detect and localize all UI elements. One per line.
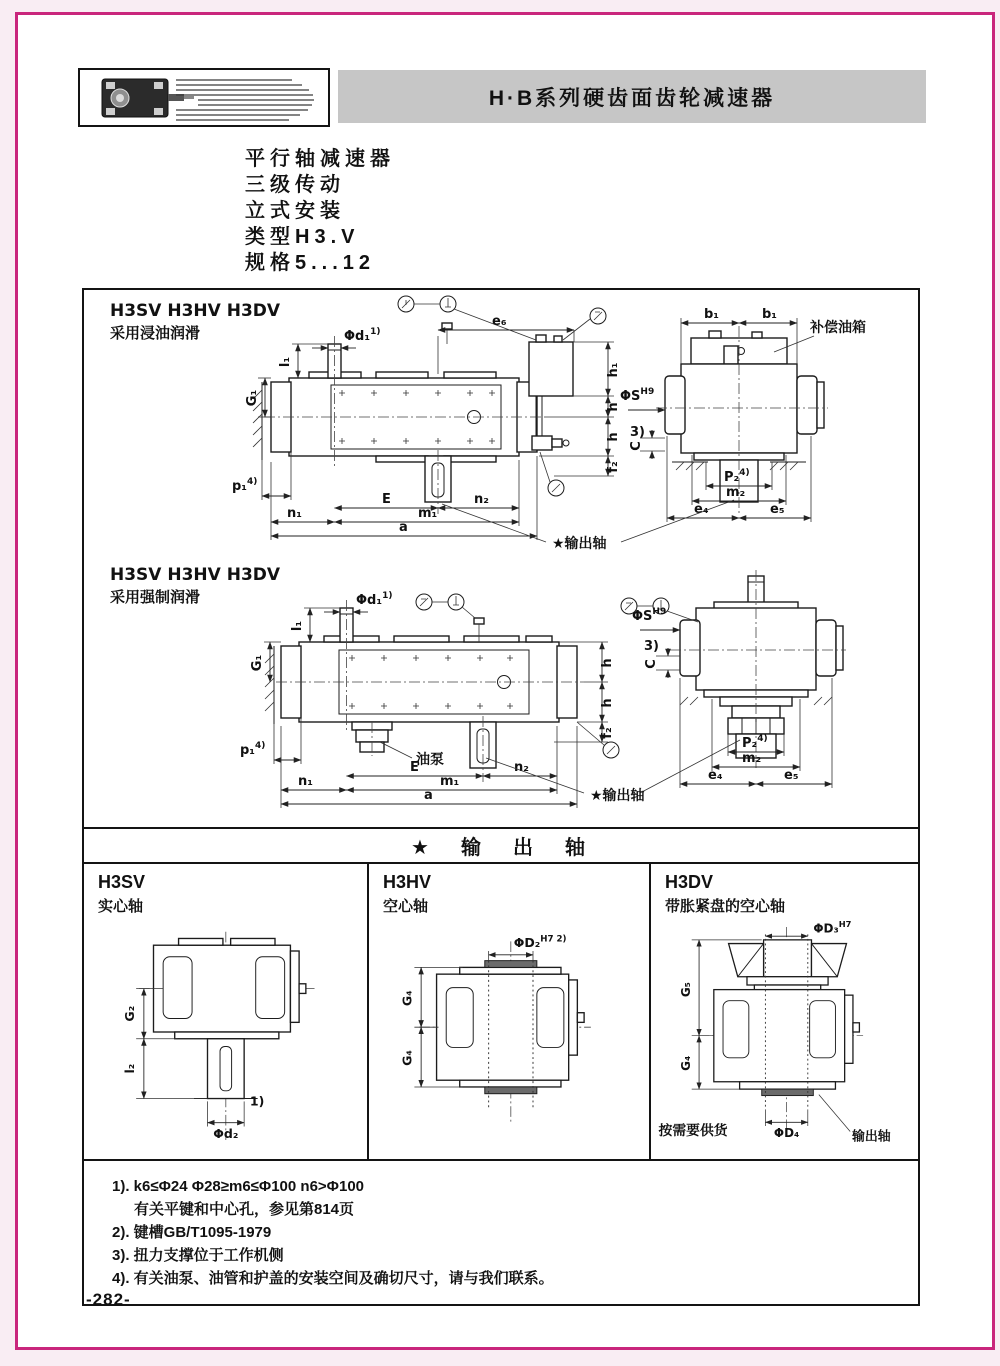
dim-phiD4: ΦD₄ (773, 1126, 800, 1141)
pump-label: 油泵 (416, 752, 444, 768)
dim-m1: m₁ (440, 774, 460, 789)
output-shaft-callout: ★输出轴 (590, 788, 645, 804)
dim-G4: G₄ (399, 1050, 415, 1066)
dim-l1: l₁ (278, 356, 293, 368)
v1-front-view (620, 307, 866, 522)
gear-reducer-logo (80, 70, 328, 125)
column-model: H3DV (665, 872, 714, 892)
dim-E: E (410, 760, 419, 775)
dim-E: E (382, 492, 391, 507)
dim-a: a (399, 520, 408, 535)
dim-G4: G₄ (678, 1055, 693, 1071)
dim-b1: b₁ (704, 307, 719, 322)
dim-phiD3: ΦD₃$^{H7}$ (813, 918, 852, 936)
dim-3: 3) (630, 425, 645, 440)
speed-lines (176, 80, 314, 120)
shaft-variant-columns (84, 864, 918, 1159)
column-desc: 空心轴 (383, 898, 429, 915)
footnote-1b: 有关平键和中心孔，参见第814页 (134, 1201, 355, 1218)
dim-phiS: $\Phi S^{H9}$ (620, 387, 655, 404)
dim-p1: p₁$^{4)}$ (240, 741, 266, 758)
v2-front-view (621, 570, 846, 788)
variant2-models: H3SV H3HV H3DV (110, 565, 281, 585)
variant1-models: H3SV H3HV H3DV (110, 301, 281, 321)
dim-m2: m₂ (742, 751, 762, 766)
intro-line: 立式安装 (245, 200, 345, 222)
column-h3hv (367, 864, 649, 1159)
h3sv-drawing (86, 916, 356, 1148)
page-number: -282- (86, 1290, 131, 1309)
header-banner (338, 70, 926, 123)
oil-pump (352, 722, 392, 756)
dim-phiD2: ΦD₂$^{H7 2)}$ (513, 934, 567, 951)
dim-phid1: Φd₁$^{1)}$ (344, 327, 381, 344)
column-desc: 实心轴 (98, 898, 144, 915)
intro-line: 类型H3.V (245, 226, 360, 248)
dim-l2: l₂ (122, 1063, 138, 1074)
output-shaft-band (84, 827, 918, 864)
dim-h1: h₁ (606, 362, 621, 378)
tank-label: 补偿油箱 (810, 320, 866, 336)
dim-e4: e₄ (708, 768, 723, 783)
footnote-3: 3). 扭力支撑位于工作机侧 (112, 1247, 284, 1264)
dim-3: 3) (644, 639, 659, 654)
h3hv-drawing (371, 916, 641, 1148)
dim-h: h (606, 432, 621, 442)
dim-m1: m₁ (418, 506, 438, 521)
dim-p1: p₁$^{4)}$ (232, 477, 258, 494)
v2-side-view (240, 591, 619, 808)
column-h3dv (649, 864, 918, 1159)
dim-phid1: Φd₁$^{1)}$ (356, 591, 393, 608)
dim-n1: n₁ (287, 506, 302, 521)
dim-e5: e₅ (784, 768, 799, 783)
dim-b1: b₁ (762, 307, 777, 322)
intro-line: 三级传动 (245, 174, 345, 196)
dim-l1: l₁ (290, 620, 305, 632)
dim-e5: e₅ (770, 502, 785, 517)
dim-f2: f₂ (606, 461, 621, 473)
footnote-2: 2). 键槽GB/T1095-1979 (112, 1224, 272, 1241)
dim-P2: P₂$^{4)}$ (742, 734, 768, 751)
dim-a: a (424, 788, 433, 803)
supply-note: 按需要供货 (658, 1123, 728, 1140)
dim-h: h (606, 402, 621, 412)
main-content-box (82, 288, 920, 1306)
intro-line: 规格5...12 (245, 252, 376, 274)
dim-G4: G₄ (399, 990, 415, 1007)
variant2-lube: 采用强制润滑 (110, 588, 201, 606)
output-shaft-callout: ★输出轴 (552, 536, 607, 552)
dim-e4: e₄ (694, 502, 709, 517)
dim-G2: G₂ (122, 1005, 138, 1022)
dim-phid2-sup: 1) (249, 1093, 265, 1109)
dim-G5: G₅ (678, 982, 693, 998)
dim-C: C (644, 659, 659, 669)
dimension-drawings (84, 290, 918, 827)
footnote-1a: 1). k6≤Φ24 Φ28≥m6≤Φ100 n6>Φ100 (112, 1178, 365, 1195)
logo-box (78, 68, 330, 127)
dim-f2: f₂ (600, 727, 615, 739)
dim-phid2: Φd₂ (213, 1126, 239, 1142)
drawings-svg (84, 290, 918, 825)
column-model: H3HV (383, 872, 432, 892)
footnotes (84, 1159, 918, 1304)
dim-phiS: $\Phi S^{H9}$ (632, 607, 667, 624)
dim-P2: P₂$^{4)}$ (724, 468, 750, 485)
column-h3sv (84, 864, 367, 1159)
dim-n2: n₂ (514, 760, 529, 775)
intro-line: 平行轴减速器 (245, 148, 395, 170)
dim-C: C (629, 441, 644, 451)
column-model: H3SV (98, 872, 146, 892)
dim-G1: G₁ (245, 389, 260, 407)
output-shaft-label: 输出轴 (852, 1129, 891, 1145)
dim-h: h (600, 698, 615, 708)
v1-side-view (232, 296, 621, 540)
h3dv-drawing (653, 916, 911, 1148)
page-title: H·B系列硬齿面齿轮减速器 (488, 86, 776, 110)
dim-n1: n₁ (298, 774, 313, 789)
dim-n2: n₂ (474, 492, 489, 507)
dim-m2: m₂ (726, 485, 746, 500)
column-desc: 带胀紧盘的空心轴 (665, 898, 786, 915)
variant1-lube: 采用浸油润滑 (110, 324, 201, 342)
dim-G1: G₁ (250, 654, 265, 672)
band-title: ★ 输 出 轴 (411, 837, 591, 859)
dim-h: h (600, 658, 615, 668)
intro-block (245, 146, 395, 276)
footnote-4: 4). 有关油泵、油管和护盖的安装空间及确切尺寸，请与我们联系。 (112, 1270, 554, 1287)
dim-e6: e₆ (492, 314, 507, 329)
